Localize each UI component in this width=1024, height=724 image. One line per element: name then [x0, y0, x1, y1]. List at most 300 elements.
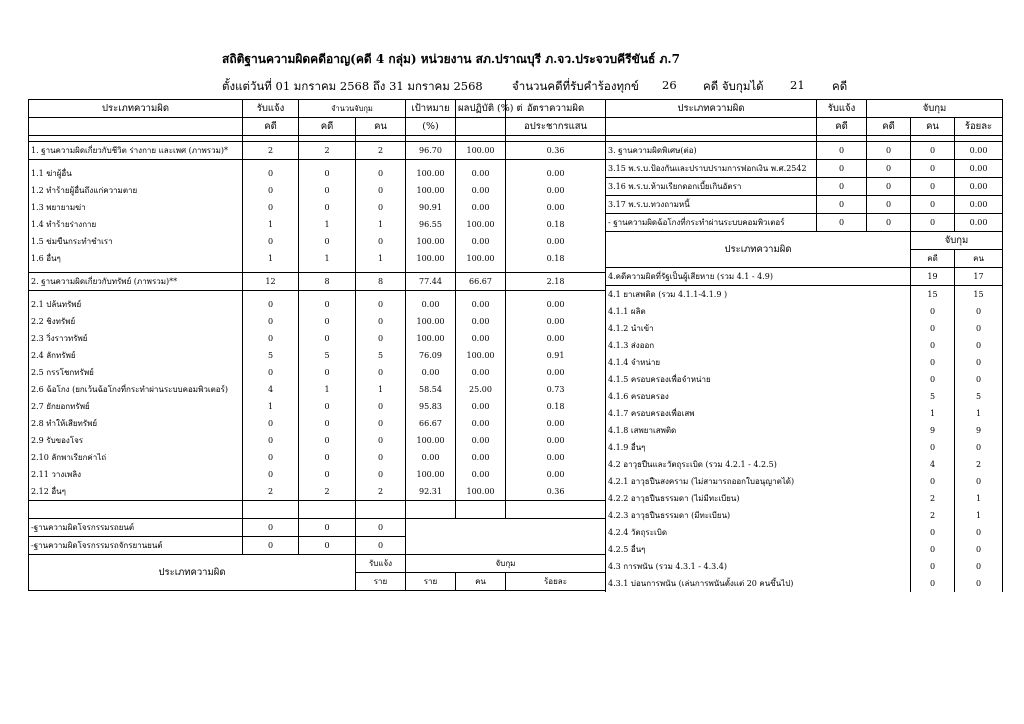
caught-label: คดี จับกุมได้	[703, 79, 764, 93]
row-value: 0.00	[456, 165, 506, 182]
row-value: 0.00	[456, 364, 506, 381]
row-label: 4.1.3 ส่งออก	[606, 337, 911, 354]
row-value: 95.83	[406, 398, 456, 415]
bottom-header-row	[29, 555, 606, 573]
row-value: 0	[243, 182, 299, 199]
row-value: 0	[911, 178, 955, 196]
col-header-target: เป้าหมาย	[406, 100, 456, 118]
row-value: 0.00	[506, 466, 606, 483]
row-value: 0	[911, 214, 955, 232]
row-label: 4.1.7 ครอบครองเพื่อเสพ	[606, 405, 911, 422]
bottom-header-unit-case-2: ราย	[406, 573, 456, 591]
row-value: 0	[817, 142, 867, 160]
table-row	[29, 233, 606, 250]
row-label: 4.คดีความผิดที่รัฐเป็นผู้เสียหาย (รวม 4.1 - 4.9)	[606, 268, 911, 286]
row-value: 100.00	[406, 330, 456, 347]
row-value: 0	[356, 432, 406, 449]
row-value: 96.55	[406, 216, 456, 233]
row-value: 0	[955, 575, 1003, 592]
row-value: 0	[299, 398, 356, 415]
row-value: 0.00	[456, 182, 506, 199]
row-value: 1	[955, 405, 1003, 422]
row-value: 1	[243, 250, 299, 267]
col-header-case: คดี	[243, 118, 299, 136]
row-value: 76.09	[406, 347, 456, 364]
row-label: 4.2.2 อาวุธปืนธรรมดา (ไม่มีทะเบียน)	[606, 490, 911, 507]
row-value: 100.00	[406, 165, 456, 182]
row-value: 0	[867, 178, 911, 196]
row-value: 0	[356, 233, 406, 250]
table-row	[606, 160, 1003, 178]
col-header-rate: อัตราความผิด	[506, 100, 606, 118]
row-value: 0.00	[406, 296, 456, 313]
row-value: 100.00	[406, 432, 456, 449]
sub-header-type: ประเภทความผิด	[606, 232, 911, 268]
col-header-per-pop: อประชากรแสน	[506, 118, 606, 136]
empty-cell	[299, 501, 356, 519]
table-row	[29, 381, 606, 398]
row-value: 0	[955, 439, 1003, 456]
row-label: 1.2 ทำร้ายผู้อื่นถึงแก่ความตาย	[29, 182, 243, 199]
row-label: 4.1.5 ครอบครองเพื่อจำหน่าย	[606, 371, 911, 388]
row-value: 0	[911, 354, 955, 371]
table-row	[606, 558, 1003, 575]
table-row	[606, 422, 1003, 439]
right-col-header-case: คดี	[817, 118, 867, 136]
row-value: 0	[356, 182, 406, 199]
table-row	[606, 178, 1003, 196]
row-value: 0	[955, 337, 1003, 354]
row-value: 2	[911, 490, 955, 507]
row-value: 0	[243, 449, 299, 466]
row-value: 0	[356, 330, 406, 347]
row-value: 0.00	[506, 182, 606, 199]
row-value: 0	[299, 182, 356, 199]
col-header-performance: ผลปฏิบัติ (%) ต่	[456, 100, 506, 118]
row-label: 4.2 อาวุธปืนและวัตถุระเบิด (รวม 4.2.1 - 4.2.5)	[606, 456, 911, 473]
row-label: 3. ฐานความผิดพิเศษ(ต่อ)	[606, 142, 817, 160]
row-value: 0.00	[456, 449, 506, 466]
row-value: 0	[299, 296, 356, 313]
row-value: 0.00	[456, 199, 506, 216]
table-row	[29, 432, 606, 449]
row-value: 0	[356, 165, 406, 182]
row-value: 0	[356, 466, 406, 483]
row-value: 0	[299, 449, 356, 466]
row-label: 1.4 ทำร้ายร่างกาย	[29, 216, 243, 233]
row-value: 0	[299, 364, 356, 381]
row-label: 2.6 ฉ้อโกง (ยกเว้นฉ้อโกงที่กระทำผ่านระบบคอมพิวเตอร์)	[29, 381, 243, 398]
row-value: 0	[911, 303, 955, 320]
table-row	[606, 541, 1003, 558]
row-label: -ฐานความผิดโจรกรรมรถจักรยานยนต์	[29, 537, 243, 555]
row-value: 0.00	[955, 214, 1003, 232]
bottom-header-percent: ร้อยละ	[506, 573, 606, 591]
row-value: 0.00	[456, 432, 506, 449]
row-value: 2	[356, 483, 406, 501]
row-value: 0.00	[955, 196, 1003, 214]
row-label: 4.3.1 บ่อนการพนัน (เล่นการพนันตั้งแต่ 20 คนขึ้นไป)	[606, 575, 911, 592]
row-value: 0.18	[506, 398, 606, 415]
row-value: 0	[955, 558, 1003, 575]
row-value: 0	[243, 432, 299, 449]
row-value: 4	[911, 456, 955, 473]
row-value: 0	[911, 371, 955, 388]
table-row	[606, 439, 1003, 456]
row-value: 0	[299, 330, 356, 347]
row-value: 0	[911, 541, 955, 558]
row-value: 0.00	[456, 296, 506, 313]
row-value: 66.67	[456, 273, 506, 291]
row-value: 2	[911, 507, 955, 524]
row-value: 0	[911, 160, 955, 178]
row-value: 0	[911, 320, 955, 337]
row-value: 0.00	[955, 160, 1003, 178]
row-value: 0.00	[506, 233, 606, 250]
row-value: 90.91	[406, 199, 456, 216]
right-col-header-received: รับแจ้ง	[817, 100, 867, 118]
empty-cell	[456, 501, 506, 519]
row-label: 4.1 ยาเสพติด (รวม 4.1.1-4.1.9 )	[606, 286, 911, 304]
merged-blank	[406, 519, 606, 555]
table-row	[29, 466, 606, 483]
table-row	[29, 165, 606, 182]
received-label: จำนวนคดีที่รับคำร้องทุกข์	[512, 79, 639, 93]
table-row	[29, 415, 606, 432]
row-value: 1	[911, 405, 955, 422]
row-value: 0	[356, 449, 406, 466]
row-value: 0	[299, 165, 356, 182]
row-value: 4	[243, 381, 299, 398]
bottom-header-type: ประเภทความผิด	[29, 555, 356, 591]
col-header-person: คน	[356, 118, 406, 136]
table-row	[29, 483, 606, 501]
bottom-header-received: รับแจ้ง	[356, 555, 406, 573]
table-row	[606, 142, 1003, 160]
row-value: 0	[243, 165, 299, 182]
table-row	[606, 524, 1003, 541]
row-label: 4.1.8 เสพยาเสพติด	[606, 422, 911, 439]
row-value: 0.00	[506, 364, 606, 381]
row-value: 0	[911, 142, 955, 160]
row-value: 2	[299, 142, 356, 160]
row-value: 5	[955, 388, 1003, 405]
row-value: 5	[243, 347, 299, 364]
row-value: 0	[867, 196, 911, 214]
row-value: 1	[299, 381, 356, 398]
row-value: 0.18	[506, 250, 606, 267]
row-label: 2. ฐานความผิดเกี่ยวกับทรัพย์ (ภาพรวม)**	[29, 273, 243, 291]
row-value: 2.18	[506, 273, 606, 291]
row-value: 0	[356, 519, 406, 537]
row-label: 2.10 ลักพาเรียกค่าไถ่	[29, 449, 243, 466]
row-label: 1. ฐานความผิดเกี่ยวกับชีวิต ร่างกาย และเพศ (ภาพรวม)*	[29, 142, 243, 160]
table-row	[606, 388, 1003, 405]
right-col-header-caught: จับกุม	[867, 100, 1003, 118]
row-value: 1	[299, 216, 356, 233]
table-row	[29, 364, 606, 381]
row-value: 1	[955, 507, 1003, 524]
row-value: 25.00	[456, 381, 506, 398]
table-row	[606, 575, 1003, 592]
row-value: 17	[955, 268, 1003, 286]
row-label: 2.4 ลักทรัพย์	[29, 347, 243, 364]
row-value: 1	[243, 216, 299, 233]
row-value: 0.00	[456, 233, 506, 250]
row-value: 0.00	[506, 199, 606, 216]
row-label: 4.1.4 จำหน่าย	[606, 354, 911, 371]
row-value: 77.44	[406, 273, 456, 291]
row-label: 2.1 ปล้นทรัพย์	[29, 296, 243, 313]
row-label: 3.15 พ.ร.บ.ป้องกันและปราบปรามการฟอกเงิน พ.ศ.2542	[606, 160, 817, 178]
table-row	[29, 199, 606, 216]
empty-row	[29, 501, 606, 519]
table-row	[29, 313, 606, 330]
row-value: 0.00	[955, 178, 1003, 196]
row-value: 2	[243, 142, 299, 160]
row-value: 100.00	[406, 182, 456, 199]
row-value: 9	[955, 422, 1003, 439]
row-value: 2	[955, 456, 1003, 473]
row-value: 100.00	[406, 233, 456, 250]
table-row	[606, 405, 1003, 422]
sub-header-person: คน	[955, 250, 1003, 268]
right-col-header-type: ประเภทความผิด	[606, 100, 817, 118]
right-col-header-case-2: คดี	[867, 118, 911, 136]
row-value: 0	[955, 320, 1003, 337]
table-row	[29, 182, 606, 199]
row-value: 0	[817, 178, 867, 196]
row-value: 0	[911, 473, 955, 490]
row-label: -ฐานความผิดโจรกรรมรถยนต์	[29, 519, 243, 537]
row-value: 0	[911, 337, 955, 354]
row-label: 2.5 กรรโชกทรัพย์	[29, 364, 243, 381]
row-value: 0.00	[456, 466, 506, 483]
row-value: 0	[299, 466, 356, 483]
row-value: 0	[955, 524, 1003, 541]
row-value: 0	[955, 473, 1003, 490]
sub-header-case: คดี	[911, 250, 955, 268]
row-value: 0.00	[406, 364, 456, 381]
row-value: 92.31	[406, 483, 456, 501]
row-value: 0.00	[506, 415, 606, 432]
right-col-header-person: คน	[911, 118, 955, 136]
row-value: 0.36	[506, 142, 606, 160]
row-value: 0	[243, 537, 299, 555]
row-label: 2.3 วิ่งราวทรัพย์	[29, 330, 243, 347]
row-value: 0	[299, 199, 356, 216]
row-label: 3.17 พ.ร.บ.ทวงถามหนี้	[606, 196, 817, 214]
row-value: 0	[911, 439, 955, 456]
row-value: 0.00	[456, 313, 506, 330]
row-value: 0	[243, 466, 299, 483]
report-period: ตั้งแต่วันที่ 01 มกราคม 2568 ถึง 31 มกราคม 2568	[222, 79, 483, 93]
row-value: 0	[299, 233, 356, 250]
row-label: 2.9 รับของโจร	[29, 432, 243, 449]
row-label: 1.1 ฆ่าผู้อื่น	[29, 165, 243, 182]
row-value: 0	[299, 519, 356, 537]
row-value: 2	[243, 483, 299, 501]
row-value: 0	[911, 196, 955, 214]
sub-header-caught: จับกุม	[911, 232, 1003, 250]
row-value: 5	[299, 347, 356, 364]
row-value: 0	[911, 524, 955, 541]
table-row	[606, 303, 1003, 320]
row-label: 2.11 วางเพลิง	[29, 466, 243, 483]
row-value: 0	[299, 313, 356, 330]
row-label: 4.2.1 อาวุธปืนสงคราม (ไม่สามารถออกใบอนุญาตได้)	[606, 473, 911, 490]
row-value: 0.00	[456, 330, 506, 347]
row-label: 4.2.3 อาวุธปืนธรรมดา (มีทะเบียน)	[606, 507, 911, 524]
row-value: 9	[911, 422, 955, 439]
empty-cell	[406, 501, 456, 519]
row-value: 66.67	[406, 415, 456, 432]
table-row	[29, 250, 606, 267]
row-label: 4.1.9 อื่นๆ	[606, 439, 911, 456]
table-row	[29, 449, 606, 466]
row-value: 0	[299, 432, 356, 449]
row-value: 1	[356, 216, 406, 233]
row-label: 1.6 อื่นๆ	[29, 250, 243, 267]
empty-cell	[506, 501, 606, 519]
row-value: 0	[911, 558, 955, 575]
table-row	[29, 398, 606, 415]
empty-cell	[29, 501, 243, 519]
row-value: 0.36	[506, 483, 606, 501]
row-value: 0	[955, 303, 1003, 320]
row-value: 0.00	[955, 142, 1003, 160]
row-value: 0	[243, 519, 299, 537]
row-value: 0	[243, 233, 299, 250]
row-value: 8	[299, 273, 356, 291]
col-header-empty	[29, 118, 243, 136]
row-value: 100.00	[406, 466, 456, 483]
row-value: 5	[356, 347, 406, 364]
right-col-header-empty	[606, 118, 817, 136]
row-label: 4.1.2 นำเข้า	[606, 320, 911, 337]
row-value: 58.54	[406, 381, 456, 398]
empty-cell	[243, 501, 299, 519]
table-row	[29, 216, 606, 233]
row-value: 12	[243, 273, 299, 291]
row-value: 2	[299, 483, 356, 501]
row-value: 0	[356, 296, 406, 313]
sub-header-row	[606, 232, 1003, 250]
row-value: 0.18	[506, 216, 606, 233]
col-header-type: ประเภทความผิด	[29, 100, 243, 118]
table-row	[606, 371, 1003, 388]
row-value: 0	[243, 364, 299, 381]
row-value: 0.00	[406, 449, 456, 466]
row-label: - ฐานความผิดฉ้อโกงที่กระทำผ่านระบบคอมพิวเตอร์	[606, 214, 817, 232]
row-value: 1	[243, 398, 299, 415]
table-row	[29, 296, 606, 313]
row-value: 0.00	[506, 432, 606, 449]
row-value: 0	[299, 537, 356, 555]
table-row	[29, 330, 606, 347]
row-label: 2.7 ยักยอกทรัพย์	[29, 398, 243, 415]
row-value: 0	[243, 313, 299, 330]
row-value: 0.00	[506, 313, 606, 330]
col-header-empty-2	[456, 118, 506, 136]
bottom-header-unit-case: ราย	[356, 573, 406, 591]
row-value: 0	[243, 296, 299, 313]
row-value: 0.00	[506, 449, 606, 466]
table-row	[606, 456, 1003, 473]
row-value: 100.00	[456, 250, 506, 267]
row-label: 4.1.1 ผลิต	[606, 303, 911, 320]
row-value: 0	[356, 537, 406, 555]
caught-value: 21	[790, 78, 805, 92]
row-value: 0.73	[506, 381, 606, 398]
row-value: 0	[817, 214, 867, 232]
row-value: 100.00	[456, 347, 506, 364]
row-value: 0	[356, 415, 406, 432]
row-value: 0	[243, 330, 299, 347]
table-row	[606, 320, 1003, 337]
row-label: 4.2.4 วัตถุระเบิด	[606, 524, 911, 541]
row-value: 0.00	[456, 398, 506, 415]
row-value: 15	[911, 286, 955, 304]
row-value: 0	[955, 371, 1003, 388]
row-label: 4.3 การพนัน (รวม 4.3.1 - 4.3.4)	[606, 558, 911, 575]
row-value: 0	[817, 196, 867, 214]
row-label: 3.16 พ.ร.บ.ห้ามเรียกดอกเบี้ยเกินอัตรา	[606, 178, 817, 196]
row-value: 19	[911, 268, 955, 286]
row-label: 2.8 ทำให้เสียทรัพย์	[29, 415, 243, 432]
row-value: 0	[356, 313, 406, 330]
right-col-header-percent: ร้อยละ	[955, 118, 1003, 136]
row-label: 4.1.6 ครอบครอง	[606, 388, 911, 405]
left-statistics-table	[28, 99, 606, 591]
row-value: 5	[911, 388, 955, 405]
row-value: 0	[356, 364, 406, 381]
row-value: 0.00	[506, 330, 606, 347]
row-value: 0.00	[506, 296, 606, 313]
row-value: 100.00	[456, 483, 506, 501]
table-row	[606, 196, 1003, 214]
report-title: สถิติฐานความผิดคดีอาญ(คดี 4 กลุ่ม) หน่วยงาน สภ.ปราณบุรี ภ.จว.ประจวบคีรีขันธ์ ภ.7	[222, 52, 680, 66]
row-label: 1.5 ข่มขืนกระทำชำเรา	[29, 233, 243, 250]
vehicle-row	[29, 519, 606, 537]
table-row	[606, 507, 1003, 524]
row-value: 8	[356, 273, 406, 291]
table-row	[606, 354, 1003, 371]
row-label: 2.12 อื่นๆ	[29, 483, 243, 501]
row-value: 1	[356, 250, 406, 267]
col-header-received: รับแจ้ง	[243, 100, 299, 118]
table-row	[606, 473, 1003, 490]
row-value: 100.00	[406, 313, 456, 330]
row-value: 0	[955, 354, 1003, 371]
row-value: 1	[299, 250, 356, 267]
right-statistics-table	[605, 99, 1003, 592]
group-row	[29, 142, 606, 160]
bottom-header-unit-person: คน	[456, 573, 506, 591]
row-value: 0	[356, 398, 406, 415]
row-value: 0	[356, 199, 406, 216]
row-value: 15	[955, 286, 1003, 304]
row-value: 96.70	[406, 142, 456, 160]
row-label: 4.2.5 อื่นๆ	[606, 541, 911, 558]
row-value: 1	[955, 490, 1003, 507]
table-row	[606, 337, 1003, 354]
row-value: 0	[817, 160, 867, 178]
row-value: 2	[356, 142, 406, 160]
table-row	[606, 268, 1003, 286]
row-value: 0	[243, 415, 299, 432]
received-value: 26	[662, 78, 677, 92]
